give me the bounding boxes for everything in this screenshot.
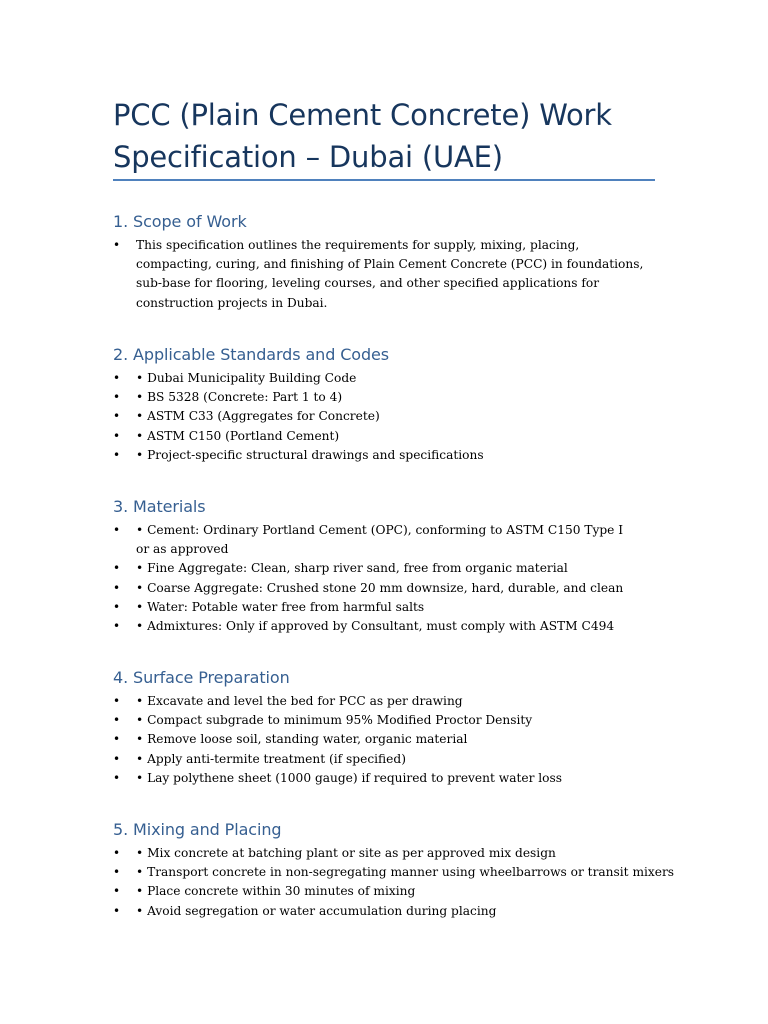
list-item-text: • Mix concrete at batching plant or site as per approved mix design <box>136 846 556 860</box>
bullet-icon: • <box>113 428 121 443</box>
bullet-list <box>113 844 675 921</box>
list-item <box>113 750 655 769</box>
document-title: PCC (Plain Cement Concrete) Work Specification – Dubai (UAE) <box>113 98 612 174</box>
section-heading: 3. Materials <box>113 497 206 516</box>
list-item-text: • Avoid segregation or water accumulation during placing <box>136 903 497 918</box>
bullet-icon: • <box>113 390 121 405</box>
bullet-icon: • <box>113 694 121 708</box>
list-item <box>113 369 655 388</box>
list-item <box>113 769 655 788</box>
list-item-text: • Project-specific structural drawings and specifications <box>136 447 484 462</box>
bullet-icon: • <box>113 770 121 785</box>
section-heading: 5. Mixing and Placing <box>113 820 282 839</box>
list-item-text: • ASTM C150 (Portland Cement) <box>136 428 340 443</box>
bullet-icon: • <box>113 371 121 385</box>
bullet-icon: • <box>113 619 121 634</box>
bullet-icon: • <box>113 846 121 860</box>
list-item <box>113 236 648 313</box>
list-item-text: • Compact subgrade to minimum 95% Modified Proctor Density <box>136 713 533 728</box>
list-item-text: This specification outlines the requirements for supply, mixing, placing, compacting, curing, and finishing of Plain Cement Concrete (PCC) in foundations, sub-base for flooring, leveling courses, and other specified applications for construction projects in Dubai. <box>136 238 644 310</box>
list-item-text: • Transport concrete in non-segregating manner using wheelbarrows or transit mixers <box>136 865 675 880</box>
list-item-text: • Remove loose soil, standing water, organic material <box>136 732 468 747</box>
bullet-list <box>113 369 655 465</box>
section-heading: 1. Scope of Work <box>113 212 247 231</box>
list-item-text: • ASTM C33 (Aggregates for Concrete) <box>136 409 380 424</box>
bullet-icon: • <box>113 409 121 424</box>
list-item <box>113 427 655 446</box>
list-item-text: • Place concrete within 30 minutes of mixing <box>136 884 416 899</box>
list-item-text: • Coarse Aggregate: Crushed stone 20 mm downsize, hard, durable, and clean <box>136 580 624 595</box>
list-item <box>113 844 655 863</box>
section-heading: 2. Applicable Standards and Codes <box>113 345 390 364</box>
list-item-text: • Apply anti-termite treatment (if specified) <box>136 751 406 766</box>
section-applicable-standards <box>113 345 655 465</box>
section-scope-of-work <box>113 212 655 313</box>
section-heading: 4. Surface Preparation <box>113 668 290 687</box>
list-item-text: • BS 5328 (Concrete: Part 1 to 4) <box>136 390 343 405</box>
bullet-icon: • <box>113 580 121 595</box>
list-item <box>113 521 636 559</box>
list-item <box>113 730 655 749</box>
list-item <box>113 407 655 426</box>
bullet-icon: • <box>113 884 121 899</box>
list-item <box>113 617 655 636</box>
list-item <box>113 863 696 882</box>
list-item-text: • Fine Aggregate: Clean, sharp river sand, free from organic material <box>136 561 568 576</box>
section-mixing-and-placing <box>113 820 675 921</box>
bullet-icon: • <box>113 561 121 576</box>
bullet-icon: • <box>113 523 121 537</box>
list-item <box>113 388 655 407</box>
title-underline <box>113 179 655 181</box>
list-item <box>113 902 655 921</box>
bullet-list <box>113 692 655 788</box>
list-item-text: • Lay polythene sheet (1000 gauge) if required to prevent water loss <box>136 770 563 785</box>
section-surface-preparation <box>113 668 655 788</box>
bullet-list <box>113 236 655 313</box>
bullet-icon: • <box>113 732 121 747</box>
list-item <box>113 598 655 617</box>
bullet-icon: • <box>113 713 121 728</box>
bullet-icon: • <box>113 865 121 880</box>
list-item-text: • Excavate and level the bed for PCC as per drawing <box>136 694 463 708</box>
list-item <box>113 559 655 578</box>
bullet-icon: • <box>113 238 121 252</box>
bullet-icon: • <box>113 447 121 462</box>
list-item <box>113 692 655 711</box>
list-item-text: • Dubai Municipality Building Code <box>136 371 357 385</box>
bullet-icon: • <box>113 599 121 614</box>
list-item <box>113 579 655 598</box>
list-item-text: • Water: Potable water free from harmful salts <box>136 599 425 614</box>
list-item-text: • Admixtures: Only if approved by Consultant, must comply with ASTM C494 <box>136 619 615 634</box>
list-item <box>113 882 655 901</box>
bullet-icon: • <box>113 751 121 766</box>
list-item <box>113 446 655 465</box>
list-item <box>113 711 655 730</box>
bullet-list <box>113 521 655 636</box>
section-materials <box>113 497 655 636</box>
list-item-text: • Cement: Ordinary Portland Cement (OPC), conforming to ASTM C150 Type I or as approved <box>136 523 624 557</box>
bullet-icon: • <box>113 903 121 918</box>
